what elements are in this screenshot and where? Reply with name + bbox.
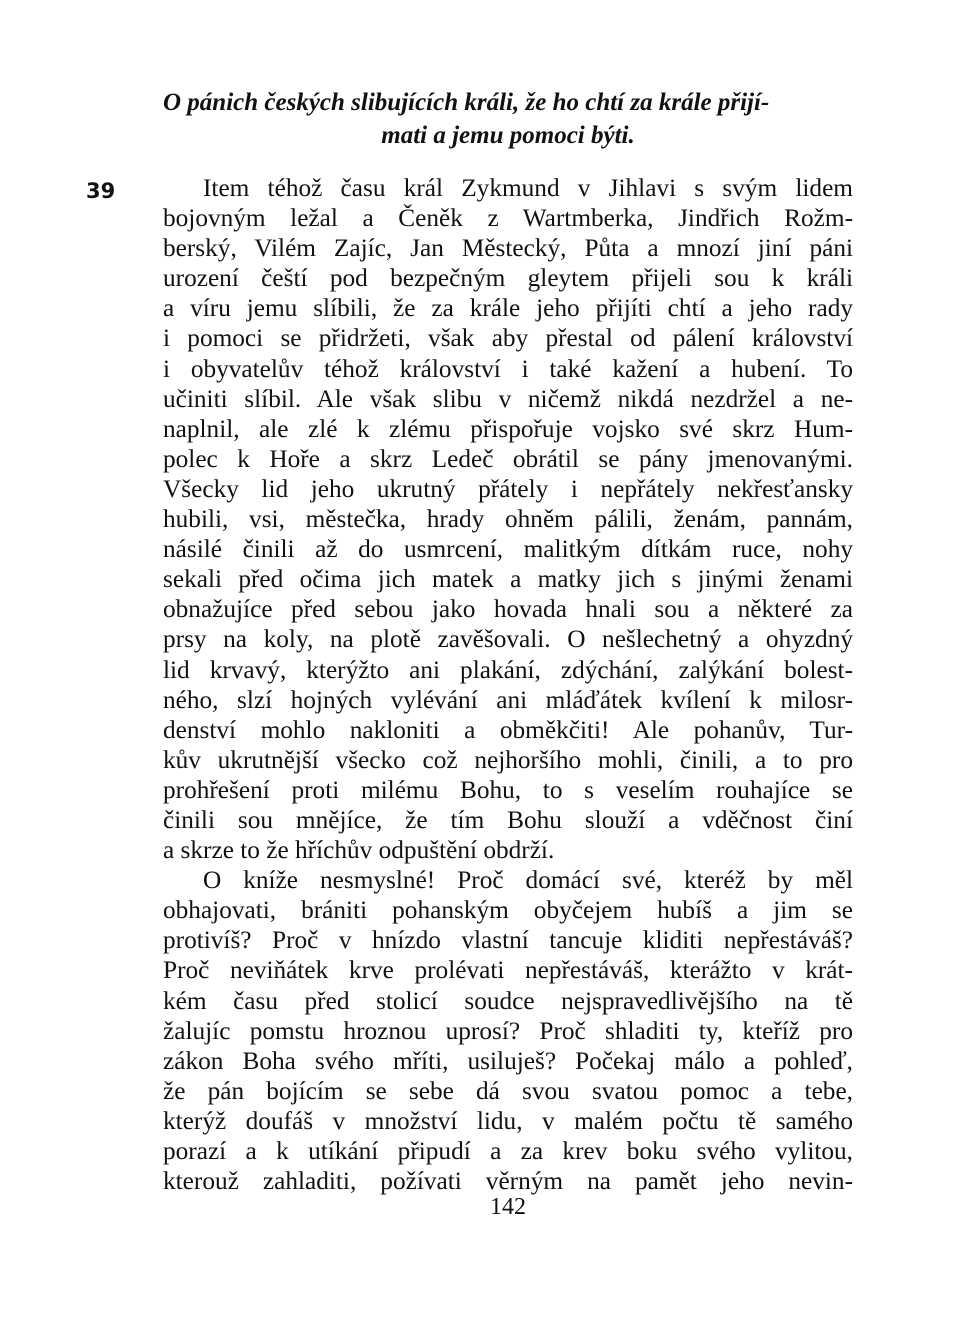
text-line: učiniti slíbil. Ale však slibu v ničemž nikdá nezdržel a ne- [163, 384, 853, 413]
text-line: urození čeští pod bezpečným gleytem přijeli sou k králi [163, 264, 853, 293]
text-line: kův ukrutnější všecko což nejhoršího mohli, činili, a to pro [163, 745, 853, 774]
chapter-heading-line: mati a jemu pomoci býti. [381, 122, 635, 149]
text-line: lid krvavý, kterýžto ani plakání, zdýchání, zalýkání bolest- [163, 655, 853, 684]
text-line: hubili, vsi, městečka, hrady ohněm pálili, ženám, pannám, [163, 505, 853, 534]
chapter-heading-line: O pánich českých slibujících králi, že ho chtí za krále přijí- [163, 89, 770, 116]
text-line: že pán bojícím se sebe dá svou svatou pomoc a tebe, [163, 1076, 853, 1105]
paragraph-1 [163, 173, 853, 865]
text-line: kterouž zahladiti, požívati věrným na pamět jeho nevin- [163, 1167, 853, 1196]
page-number: 142 [490, 1194, 526, 1220]
text-line: protivíš? Proč v hnízdo vlastní tancuje kliditi nepřestáváš? [163, 926, 853, 955]
text-line: násilé činili až do usmrcení, malitkým dítkám ruce, nohy [163, 535, 853, 564]
text-line: bojovným ležal a Čeněk z Wartmberka, Jindřich Rožm- [163, 204, 853, 233]
text-line: Všecky lid jeho ukrutný přátely i nepřátely nekřesťansky [163, 474, 853, 503]
text-line: prohřešení proti milému Bohu, to s veselím rouhajíce se [163, 775, 853, 804]
text-line: i obyvatelův téhož království i také kažení a hubení. To [163, 354, 853, 383]
text-line: denství mohlo nakloniti a obměkčiti! Ale pohanův, Tur- [163, 715, 853, 744]
text-line: porazí a k utíkání připudí a za krev boku svého vylitou, [163, 1137, 853, 1165]
text-line: obnažujíce před sebou jako hovada hnali sou a některé za [163, 595, 853, 624]
text-line: činili sou mnějíce, že tím Bohu slouží a vděčnost činí [163, 805, 853, 834]
text-line: a víru jemu slíbili, že za krále jeho přijíti chtí a jeho rady [163, 294, 853, 323]
text-line: zákon Boha svého mříti, usiluješ? Počekaj málo a pohleď, [163, 1046, 853, 1075]
text-line: a skrze to že hříchův odpuštění obdrží. [163, 836, 555, 865]
text-line: polec k Hoře a skrz Ledeč obrátil se pány jmenovanými. [163, 444, 853, 473]
text-line: Proč neviňátek krve prolévati nepřestáváš, kterážto v krát- [163, 956, 853, 985]
text-line: žalujíc pomstu hroznou uprosí? Proč shladiti ty, kteříž pro [163, 1016, 853, 1045]
text-line: kterýž doufáš v množství lidu, v malém počtu tě samého [163, 1106, 853, 1135]
text-line: i pomoci se přidržeti, však aby přestal od pálení království [163, 324, 853, 353]
text-line: prsy na koly, na plotě zavěšovali. O nešlechetný a ohyzdný [163, 625, 853, 654]
paragraph-2 [163, 865, 853, 1196]
body-text [163, 173, 853, 1196]
text-line: ného, slzí hojných vylévání ani mláďátek kvílení k milosr- [163, 685, 853, 714]
section-number: 39 [86, 179, 116, 203]
text-line: obhajovati, brániti pohanským obyčejem hubíš a jim se [163, 896, 853, 925]
text-line: berský, Vilém Zajíc, Jan Městecký, Půta a mnozí jiní páni [163, 234, 853, 263]
chapter-heading [163, 86, 853, 152]
text-line: kém času před stolicí soudce nejspravedlivějšího na tě [163, 986, 853, 1015]
text-line: Item téhož času král Zykmund v Jihlavi s svým lidem [203, 174, 853, 202]
text-line: sekali před očima jich matek a matky jich s jinými ženami [163, 565, 853, 594]
text-line: O kníže nesmyslné! Proč domácí své, kteréž by měl [203, 866, 853, 895]
text-line: naplnil, ale zlé k zlému přispořuje vojsko své skrz Hum- [163, 414, 853, 443]
